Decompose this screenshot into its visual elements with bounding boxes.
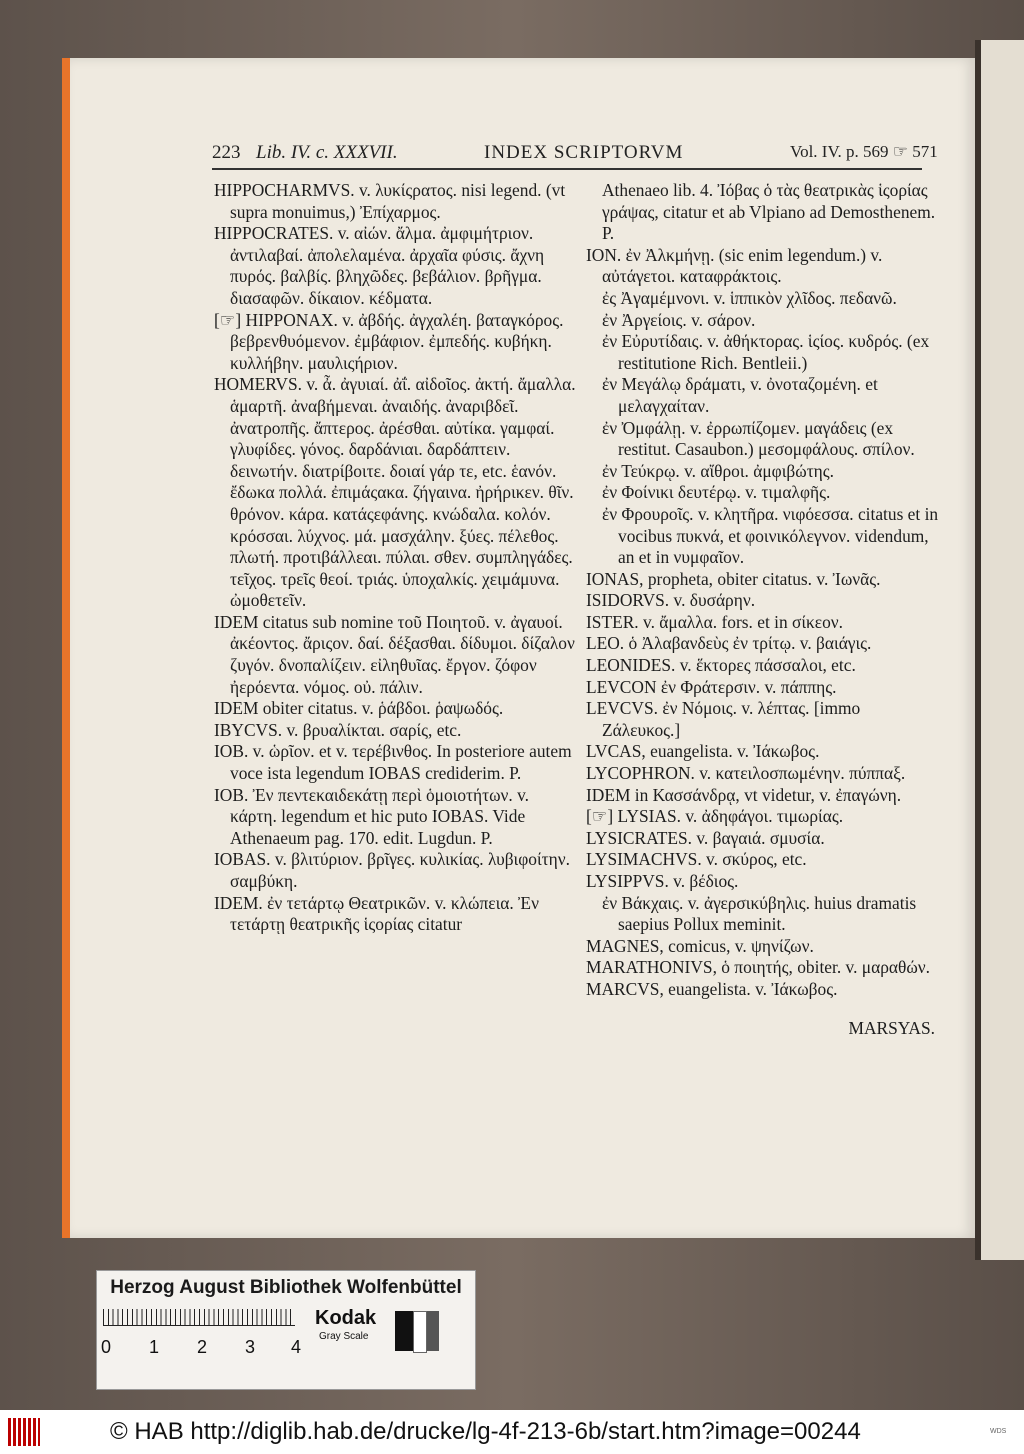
gray-swatch	[427, 1311, 439, 1351]
index-entry: LVCAS, euangelista. v. Ἰάκωβος.	[586, 741, 820, 762]
index-entry: IDEM. ἐν τετάρτῳ Θεατρικῶν. v. κλώπεια. Ἐν τετάρτῃ θεατρικῆς ἱςορίας citatur	[214, 892, 539, 935]
footer-bar	[0, 1410, 1024, 1454]
white-swatch	[413, 1311, 427, 1353]
scale-number: 0	[101, 1337, 112, 1357]
index-entry: LYCOPHRON. v. κατειλοσπωμένην. πύππαξ.	[586, 763, 906, 784]
index-title: INDEX SCRIPTORVM	[484, 142, 684, 163]
kodak-logo: Kodak	[315, 1307, 377, 1329]
index-entry: LYSIMACHVS. v. σκύρος, etc.	[586, 849, 807, 870]
index-entry: [☞] LYSIAS. v. ἀδηφάγοι. τιμωρίας.	[586, 806, 844, 827]
index-subentry: ἐν Μεγάλῳ δράματι, v. ὀνοταζομένη. et μελαγχαίταν.	[602, 374, 878, 416]
volume-reference: Vol. IV. p. 569 ☞ 571	[790, 142, 938, 161]
index-entry: HIPPOCHARMVS. v. λυκίςρατος. nisi legend. (vt supra monuimus,) Ἐπίχαρμος.	[214, 180, 566, 222]
footer-mark: WDS	[990, 1428, 1007, 1435]
index-entry: LEVCVS. ἐν Νόμοις. v. λέπτας. [immo Ζάλευκος.]	[586, 698, 861, 740]
index-subentry: ἐν Ὀμφάλῃ. v. ἐρρωπίζομεν. μαγάδεις (ex restitut. Casaubon.) μεσομφάλους. σπίλον.	[602, 417, 915, 460]
index-entry: HOMERVS. v. ἆ. ἀγυιαί. ἀΐ. αἰδοῖος. ἀκτή. ἄμαλλα. ἁμαρτῆ. ἀναβήμεναι. ἀναιδής. ἀναριβδεῖ. ἀνατροπῆς. ἄπτερος. ἀρέσθαι. αὐτίκα. γαμφαί. γλυφίδες. γόνος. δαρδάνιαι. δαρδάπτειν. δεινωτήν. διατρίβοιτε. δοιαί γάρ τε, etc. ἑανόν. ἔδωκα πολλά. ἐπιμάςακα. ζήγαινα. ἠρήρικεν. θῖν. θρόνον. κάρα. κατάςεφάνης. κνώδαλα. κολόν. κρόσσαι. λύχνος. μά. μασχάλην. ξύες. πέλεθος. πλωτή. προτιβάλλεαι. πύλαι. σθεν. συμπληγάδες. τεῖχος. τρεῖς θεοί. τριάς. ὑποχαλκίς. χειμάμυνα. ὠμοθετεῖν.	[214, 374, 576, 611]
book-chapter: Lib. IV. c. XXXVII.	[256, 142, 398, 163]
index-subentry: ἐς Ἀγαμέμνονι. v. ἱππικὸν χλῖδος. πεδανῶ.	[602, 287, 897, 308]
index-subentry: ἐν Φοίνικι δευτέρῳ. v. τιμαλφῆς.	[602, 482, 831, 503]
gray-scale-label: Gray Scale	[319, 1331, 369, 1342]
running-head	[212, 142, 938, 168]
index-entry: MARCVS, euangelista. v. Ἰάκωβος.	[586, 978, 838, 999]
index-entry: HIPPOCRATES. v. αἰών. ἄλμα. ἀμφιμήτριον. ἀντιλαβαί. ἀπολελαμένα. ἀρχαῖα φύσις. ἄχνη πυρός. βαλβίς. βληχῶδες. βεβάλιον. βρῆγμα. διασαφῶν. δίκαιον. κέδματα.	[214, 223, 545, 308]
index-subentry: ἐν Φρουροῖς. v. κλητῆρα. νιφόεσσα. citatus et in vocibus πυκνά, et φοινικόλεγνον. videndum, an et in νυμφαῖον.	[602, 503, 939, 568]
index-entry: IDEM in Κασσάνδρᾳ, vt videtur, v. ἐπαγώνη.	[586, 784, 902, 805]
index-entry: MAGNES, comicus, v. ψηνίζων.	[586, 935, 814, 956]
index-entry: LEONIDES. v. ἕκτορες πάσσαλοι, etc.	[586, 655, 856, 676]
scale-number: 1	[149, 1337, 160, 1357]
right-column	[586, 180, 941, 1057]
index-entry: ISTER. v. ἄμαλλα. fors. et in σίκεον.	[586, 611, 844, 632]
book-spine	[975, 40, 981, 1260]
index-entry: IDEM citatus sub nomine τοῦ Ποιητοῦ. v. ἀγαυοί. ἀκέοντος. ἄριςον. δαί. δέξασθαι. δίδυμοι. δίζαλον ζυγόν. δνοπαλίζειν. εἰληθυῖας. ἔργον. ζόφον ἠερόεντα. νόμος. οὐ. πάλιν.	[214, 611, 575, 697]
index-entry: [☞] HIPPONAX. v. ἀβδής. ἀγχαλέη. βαταγκόρος. βεβρενθυόμενον. ἐμβάφιον. ἐμπεδής. κυβήκη. κυλλήβην. μαυλιςήριον.	[214, 309, 564, 373]
index-entry: Athenaeo lib. 4. Ἰόβας ὁ τὰς θεατρικὰς ἱςορίας γράψας, citatur et ab Vlpiano ad Demosthenem. P.	[602, 180, 936, 244]
hab-logo-icon	[8, 1418, 40, 1446]
ruler-scale	[103, 1309, 295, 1326]
index-entry: LYSICRATES. v. βαγαιά. σμυσία.	[586, 827, 825, 848]
index-subentry: ἐν Τεύκρῳ. v. αἴθροι. ἀμφιβώτης.	[602, 460, 835, 481]
index-entry: IOBAS. v. βλιτύριον. βρῖγες. κυλικίας. λυβιφοίτην. σαμβύκη.	[214, 849, 570, 891]
index-entry: IDEM obiter citatus. v. ῥάβδοι. ῥαψωδός.	[214, 698, 504, 719]
header-rule	[212, 168, 922, 170]
library-name: Herzog August Bibliothek Wolfenbüttel	[110, 1277, 462, 1298]
page-edge	[62, 58, 70, 1238]
page-number: 223	[212, 142, 241, 163]
copyright-url[interactable]: © HAB http://diglib.hab.de/drucke/lg-4f-213-6b/start.htm?image=00244	[110, 1418, 861, 1445]
index-entry: LEO. ὁ Ἀλαβανδεὺς ἐν τρίτῳ. v. βαιάγις.	[586, 633, 872, 654]
index-entry: IONAS, propheta, obiter citatus. v. Ἰωνᾶς.	[586, 568, 881, 589]
scale-number: 2	[197, 1337, 208, 1357]
index-entry: IOB. Ἐν πεντεκαιδεκάτῃ περὶ ὁμοιοτήτων. v. κάρτη. legendum et hic puto IOBAS. Vide Athenaeum pag. 170. edit. Lugdun. P.	[214, 784, 530, 848]
index-entry: ISIDORVS. v. δυσάρην.	[586, 590, 756, 611]
facing-page-edge	[975, 40, 1024, 1260]
index-entry: LEVCON ἐν Φράτερσιν. v. πάππης.	[586, 676, 837, 697]
index-subentry: ἐν Εὐρυτίδαις. v. ἀθήκτορας. ἱςίος. κυδρός. (ex restitutione Rich. Bentleii.)	[602, 331, 930, 373]
index-entry: IBYCVS. v. βρυαλίκται. σαρίς, etc.	[214, 719, 462, 740]
index-subentry: ἐν Βάκχαις. v. ἀγερσικύβηλις. huius dramatis saepius Pollux meminit.	[602, 892, 917, 935]
scale-number: 3	[245, 1337, 256, 1357]
catchword: MARSYAS.	[848, 1017, 935, 1038]
scale-number: 4	[291, 1337, 302, 1357]
library-color-card	[96, 1270, 476, 1390]
index-entry: IOB. v. ὡρῖον. et v. τερέβινθος. In posteriore autem voce ista legendum IOBAS crediderim. P.	[214, 741, 572, 784]
index-entry: LYSIPPVS. v. βέδιος.	[586, 871, 739, 891]
left-column	[214, 180, 576, 936]
index-subentry: ἐν Ἀργείοις. v. σάρον.	[602, 309, 756, 330]
index-entry: MARATHONIVS, ὁ ποιητής, obiter. v. μαραθών.	[586, 957, 930, 978]
index-entry: ION. ἐν Ἀλκμήνῃ. (sic enim legendum.) v. αὐτάγετοι. καταφράκτοις.	[586, 244, 883, 287]
black-swatch	[395, 1311, 413, 1351]
